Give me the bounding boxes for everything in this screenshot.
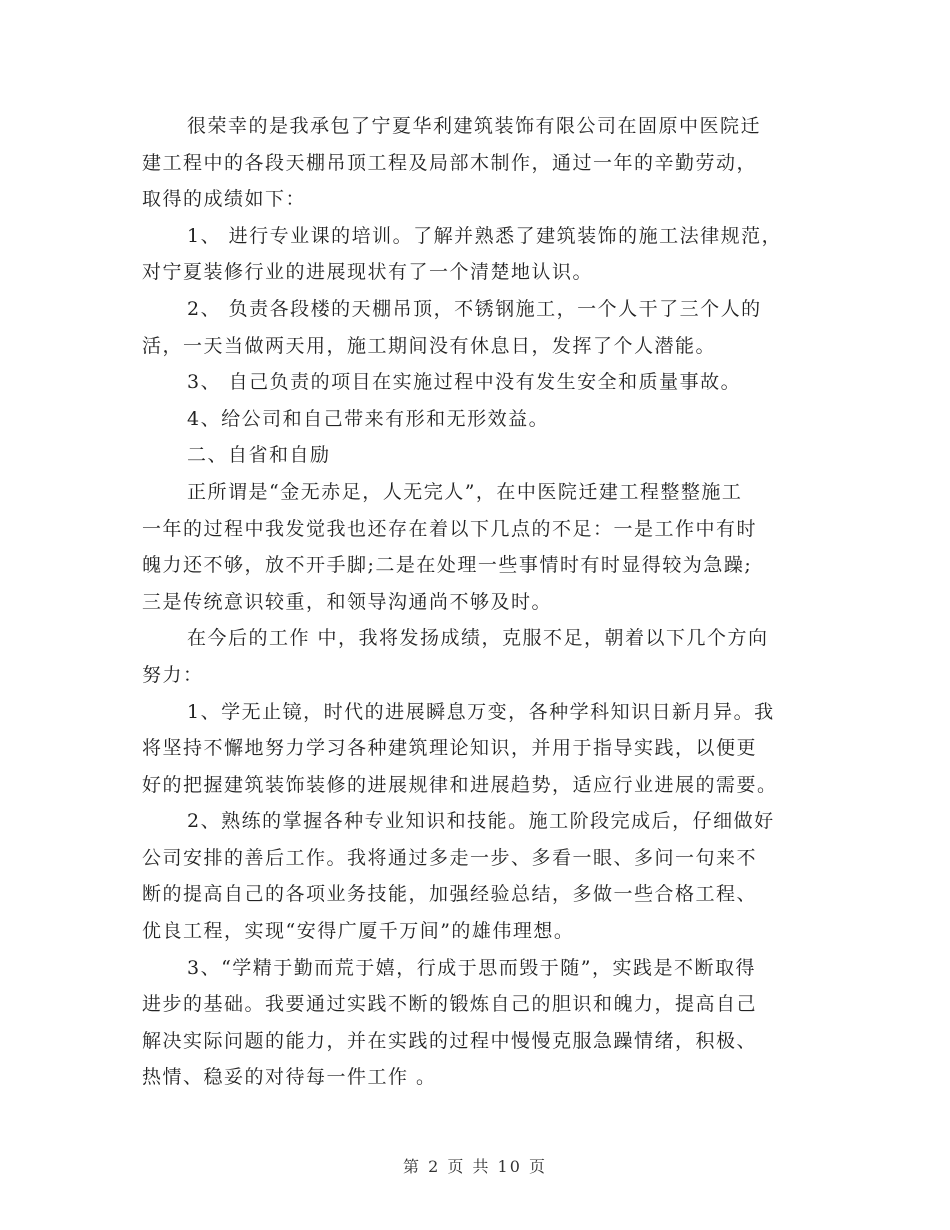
text-line: 魄力还不够，放不开手脚;二是在处理一些事情时有时显得较为急躁; — [142, 554, 753, 577]
text-line: 优良工程，实现“安得广厦千万间”的雄伟理想。 — [142, 920, 575, 943]
text-line: 进步的基础。我要通过实践不断的锻炼自己的胆识和魄力，提高自己 — [142, 993, 758, 1016]
text-line: 1、学无止镜，时代的进展瞬息万变，各种学科知识日新月异。我 — [187, 700, 775, 723]
text-line: 三是传统意识较重，和领导沟通尚不够及时。 — [142, 590, 553, 613]
text-line: 取得的成绩如下： — [142, 188, 307, 211]
text-line: 一年的过程中我发觉我也还存在着以下几点的不足：一是工作中有时 — [142, 517, 758, 540]
text-line: 4、给公司和自己带来有形和无形效益。 — [187, 407, 550, 430]
text-line: 好的把握建筑装饰装修的进展规律和进展趋势，适应行业进展的需要。 — [142, 773, 778, 796]
text-line: 很荣幸的是我承包了宁夏华利建筑装饰有限公司在固原中医院迁 — [187, 115, 762, 137]
text-line: 建工程中的各段天棚吊顶工程及局部木制作，通过一年的辛勤劳动， — [142, 151, 758, 174]
text-line: 正所谓是“金无赤足，人无完人”，在中医院迁建工程整整施工 — [187, 480, 743, 503]
document-body — [142, 108, 810, 1096]
text-line: 1、 进行专业课的培训。了解并熟悉了建筑装饰的施工法律规范， — [187, 224, 783, 247]
section-heading: 二、自省和自励 — [187, 444, 331, 467]
page-footer: 第 2 页 共 10 页 — [403, 1157, 547, 1176]
text-line: 公司安排的善后工作。我将通过多走一步、多看一眼、多问一句来不 — [142, 846, 758, 869]
text-line: 断的提高自己的各项业务技能，加强经验总结，多做一些合格工程、 — [142, 883, 758, 906]
text-line: 对宁夏装修行业的进展现状有了一个清楚地认识。 — [142, 261, 594, 284]
text-line: 活，一天当做两天用，施工期间没有休息日，发挥了个人潜能。 — [142, 334, 717, 357]
text-line: 将坚持不懈地努力学习各种建筑理论知识，并用于指导实践，以便更 — [142, 737, 758, 760]
text-line: 3、“学精于勤而荒于嬉，行成于思而毁于随”，实践是不断取得 — [187, 956, 757, 979]
text-line: 3、 自己负责的项目在实施过程中没有发生安全和质量事故。 — [187, 371, 742, 394]
text-line: 2、 负责各段楼的天棚吊顶，不锈钢施工，一个人干了三个人的 — [187, 297, 762, 320]
text-line: 在今后的工作 中，我将发扬成绩，克服不足，朝着以下几个方向 — [187, 627, 769, 650]
text-line: 解决实际问题的能力，并在实践的过程中慢慢克服急躁情绪，积极、 — [142, 1029, 758, 1052]
text-line: 2、熟练的掌握各种专业知识和技能。施工阶段完成后，仔细做好 — [187, 810, 775, 833]
text-line: 努力： — [142, 663, 204, 686]
text-line: 热情、稳妥的对待每一件工作 。 — [142, 1066, 437, 1089]
